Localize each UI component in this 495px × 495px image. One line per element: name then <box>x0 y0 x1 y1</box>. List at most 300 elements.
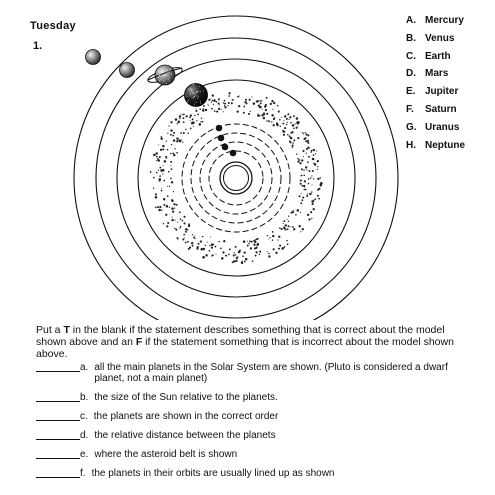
asteroid-dot <box>169 207 170 208</box>
asteroid-dot <box>180 114 181 115</box>
asteroid-dot <box>202 236 203 237</box>
asteroid-dot <box>182 220 184 222</box>
planet-texture-dot <box>169 71 170 72</box>
asteroid-dot <box>297 209 300 212</box>
asteroid-dot <box>211 247 213 249</box>
asteroid-dot <box>297 160 299 162</box>
asteroid-dot <box>311 175 312 176</box>
asteroid-dot <box>179 227 180 228</box>
answer-blank[interactable] <box>36 468 80 478</box>
planet-outer-1 <box>86 50 101 65</box>
planet-texture-dot <box>194 104 195 105</box>
asteroid-dot <box>279 245 281 247</box>
planet-texture-dot <box>169 81 170 82</box>
asteroid-dot <box>312 203 314 205</box>
asteroid-dot <box>168 171 170 173</box>
asteroid-dot <box>276 124 277 125</box>
asteroid-dot <box>317 160 319 162</box>
asteroid-dot <box>172 217 173 218</box>
asteroid-dot <box>299 225 301 227</box>
asteroid-dot <box>268 253 270 255</box>
asteroid-dot <box>311 191 312 192</box>
asteroid-dot <box>308 156 310 158</box>
asteroid-dot <box>162 173 163 174</box>
asteroid-dot <box>162 145 164 147</box>
asteroid-dot <box>297 126 298 127</box>
asteroid-dot <box>155 193 157 195</box>
asteroid-dot <box>169 186 170 187</box>
asteroid-dot <box>210 236 211 237</box>
asteroid-dot <box>233 255 235 257</box>
asteroid-dot <box>313 178 314 179</box>
asteroid-dot <box>192 234 193 235</box>
asteroid-dot <box>245 99 247 101</box>
asteroid-dot <box>239 250 241 252</box>
planet-key-letter: B. <box>406 32 416 44</box>
asteroid-dot <box>175 229 177 231</box>
asteroid-dot <box>188 225 190 227</box>
asteroid-dot <box>301 185 303 187</box>
asteroid-dot <box>305 189 307 191</box>
asteroid-dot <box>243 240 246 243</box>
planet-texture-dot <box>158 70 159 71</box>
asteroid-dot <box>254 247 256 249</box>
asteroid-dot <box>163 204 165 206</box>
asteroid-dot <box>250 247 252 249</box>
asteroid-dot <box>287 113 289 115</box>
asteroid-dot <box>292 124 295 127</box>
asteroid-dot <box>213 99 215 101</box>
asteroid-dot <box>302 196 304 198</box>
asteroid-dot <box>292 142 294 144</box>
asteroid-dot <box>265 104 267 106</box>
asteroid-dot <box>182 141 183 142</box>
asteroid-dot <box>198 243 200 245</box>
asteroid-dot <box>314 163 317 166</box>
asteroid-dot <box>235 260 237 262</box>
asteroid-dot <box>283 220 285 222</box>
statement-text: the planets are shown in the correct order <box>93 411 279 422</box>
answer-blank[interactable] <box>36 430 80 440</box>
planet-texture-dot <box>196 92 197 93</box>
statement-item <box>36 449 466 460</box>
planet-texture-dot <box>188 89 189 90</box>
asteroid-dot <box>156 160 157 161</box>
asteroid-dot <box>170 165 171 166</box>
asteroid-dot <box>305 182 306 183</box>
asteroid-dot <box>220 248 222 250</box>
asteroid-dot <box>183 216 185 218</box>
statement-item <box>36 430 466 441</box>
planet-key-letter: E. <box>406 86 416 98</box>
asteroid-dot <box>289 135 291 137</box>
asteroid-dot <box>252 260 254 262</box>
planet-texture-dot <box>168 79 169 80</box>
asteroid-dot <box>293 116 295 118</box>
statement-item <box>36 392 466 403</box>
planet-key-item <box>406 83 465 101</box>
instructions-text: if the statement something that is incorrect about the model shown above. <box>36 336 454 360</box>
asteroid-dot <box>221 109 222 110</box>
asteroid-dot <box>296 153 297 154</box>
asteroid-dot <box>176 140 178 142</box>
asteroid-dot <box>243 106 245 108</box>
asteroid-dot <box>316 150 317 151</box>
asteroid-dot <box>237 110 239 112</box>
asteroid-dot <box>162 169 165 172</box>
statement-item <box>36 468 466 479</box>
asteroid-dot <box>249 241 251 243</box>
asteroid-dot <box>313 154 315 156</box>
asteroid-dot <box>211 102 212 103</box>
planet-key-letter: H. <box>406 139 416 151</box>
asteroid-dot <box>267 251 268 252</box>
asteroid-dot <box>311 150 313 152</box>
asteroid-dot <box>202 248 205 251</box>
planet-key-item <box>406 137 465 155</box>
asteroid-dot <box>196 120 197 121</box>
sun <box>220 162 252 194</box>
asteroid-dot <box>249 99 251 101</box>
asteroid-dot <box>263 112 265 114</box>
asteroid-dot <box>175 220 176 221</box>
asteroid-dot <box>224 103 226 105</box>
asteroid-dot <box>171 144 172 145</box>
asteroid-dot <box>223 102 224 103</box>
asteroid-dot <box>236 257 238 259</box>
asteroid-dot <box>187 229 189 231</box>
answer-blank[interactable] <box>36 392 80 402</box>
asteroid-dot <box>256 243 259 246</box>
asteroid-dot <box>229 248 231 250</box>
asteroid-dot <box>153 177 155 179</box>
asteroid-dot <box>284 246 286 248</box>
asteroid-dot <box>268 238 269 239</box>
asteroid-dot <box>257 238 259 240</box>
asteroid-dot <box>310 211 312 213</box>
asteroid-dot <box>306 152 307 153</box>
asteroid-dot <box>161 190 163 192</box>
asteroid-dot <box>170 129 172 131</box>
asteroid-dot <box>265 110 266 111</box>
planet-texture-dot <box>197 91 198 92</box>
asteroid-dot <box>270 103 272 105</box>
asteroid-dot <box>176 204 178 206</box>
asteroid-dot <box>190 120 191 121</box>
asteroid-dot <box>310 152 311 153</box>
asteroid-dot <box>157 206 159 208</box>
asteroid-dot <box>283 227 285 229</box>
planet-texture-dot <box>186 96 187 97</box>
asteroid-dot <box>172 135 174 137</box>
asteroid-dot <box>272 239 274 241</box>
asteroid-dot <box>308 178 310 180</box>
planet-texture-dot <box>168 72 169 73</box>
asteroid-dot <box>307 193 308 194</box>
asteroid-dot <box>303 174 305 176</box>
asteroid-dot <box>290 226 291 227</box>
asteroid-dot <box>304 180 306 182</box>
asteroid-dot <box>179 139 181 141</box>
asteroid-dot <box>167 195 169 197</box>
asteroid-dot <box>300 202 302 204</box>
asteroid-dot <box>174 208 175 209</box>
asteroid-dot <box>320 177 321 178</box>
planet-texture-dot <box>196 91 197 92</box>
asteroid-dot <box>197 246 199 248</box>
asteroid-dot <box>155 196 158 199</box>
asteroid-dot <box>257 113 258 114</box>
asteroid-dot <box>256 100 258 102</box>
asteroid-dot <box>166 205 169 208</box>
asteroid-dot <box>166 140 167 141</box>
planet-texture-dot <box>188 100 189 101</box>
asteroid-dot <box>216 111 218 113</box>
asteroid-dot <box>320 184 322 186</box>
asteroid-dot <box>200 121 201 122</box>
planet-texture-dot <box>158 77 159 78</box>
asteroid-dot <box>266 97 268 99</box>
asteroid-dot <box>168 125 169 126</box>
asteroid-dot <box>196 108 197 109</box>
asteroid-dot <box>254 240 257 243</box>
asteroid-dot <box>167 222 169 224</box>
statement-letter: d. <box>80 430 89 441</box>
asteroid-dot <box>156 152 158 154</box>
true-marker: T <box>63 324 70 336</box>
asteroid-dot <box>180 218 182 220</box>
asteroid-dot <box>215 253 216 254</box>
asteroid-dot <box>303 133 304 134</box>
planet-texture-dot <box>200 103 201 104</box>
asteroid-dot <box>170 121 172 123</box>
asteroid-dot <box>192 121 195 124</box>
asteroid-dot <box>288 221 289 222</box>
asteroid-dot <box>312 184 313 185</box>
asteroid-dot <box>158 209 161 212</box>
asteroid-dot <box>175 118 178 121</box>
asteroid-dot <box>185 229 186 230</box>
asteroid-dot <box>192 245 194 247</box>
planet-texture-dot <box>190 88 191 89</box>
asteroid-dot <box>202 256 205 259</box>
planet-texture-dot <box>170 68 171 69</box>
asteroid-dot <box>221 257 224 260</box>
asteroid-dot <box>238 256 239 257</box>
statement-letter: b. <box>80 392 89 403</box>
planet-texture-dot <box>165 75 166 76</box>
asteroid-dot <box>287 225 289 227</box>
asteroid-dot <box>273 118 275 120</box>
asteroid-dot <box>181 139 182 140</box>
asteroid-dot <box>222 251 224 253</box>
planet-texture-dot <box>192 93 193 94</box>
asteroid-dot <box>290 122 292 124</box>
planet-texture-dot <box>160 73 161 74</box>
planet-key-name: Mars <box>425 68 449 80</box>
asteroid-dot <box>272 231 274 233</box>
planet-texture-dot <box>194 96 195 97</box>
planet-texture-dot <box>168 76 169 77</box>
asteroid-dot <box>171 207 174 210</box>
asteroid-dot <box>223 111 224 112</box>
answer-blank[interactable] <box>36 362 80 372</box>
asteroid-dot <box>155 207 157 209</box>
asteroid-dot <box>171 219 173 221</box>
asteroid-dot <box>253 102 256 105</box>
asteroid-dot <box>171 134 172 135</box>
planet-texture-dot <box>166 83 167 84</box>
asteroid-dot <box>281 228 283 230</box>
asteroid-dot <box>173 203 175 205</box>
planet-key-letter: C. <box>406 50 416 62</box>
asteroid-dot <box>232 261 234 263</box>
asteroid-dot <box>260 100 262 102</box>
planet-key-name: Jupiter <box>425 86 459 98</box>
asteroid-dot <box>300 175 301 176</box>
planet-texture-dot <box>165 73 166 74</box>
planet-texture-dot <box>195 95 196 96</box>
instructions-text: in the blank if the statement describes something that is correct about the model shown above and an <box>36 324 445 348</box>
asteroid-dot <box>185 115 187 117</box>
planet-texture-dot <box>194 93 195 94</box>
asteroid-dot <box>165 156 167 158</box>
answer-blank[interactable] <box>36 449 80 459</box>
planet-texture-dot <box>167 72 168 73</box>
planet-key-letter: D. <box>406 68 416 80</box>
asteroid-dot <box>228 92 230 94</box>
asteroid-dot <box>163 198 165 200</box>
answer-blank[interactable] <box>36 411 80 421</box>
asteroid-dot <box>286 224 288 226</box>
asteroid-dot <box>258 104 260 106</box>
asteroid-dot <box>225 255 227 257</box>
asteroid-dot <box>216 101 218 103</box>
asteroid-dot <box>292 211 294 213</box>
asteroid-dot <box>279 126 280 127</box>
planet-texture-dot <box>200 101 201 102</box>
asteroid-dot <box>190 128 192 130</box>
asteroid-dot <box>263 117 265 119</box>
asteroid-dot <box>179 212 180 213</box>
asteroid-dot <box>238 105 240 107</box>
asteroid-dot <box>304 189 305 190</box>
asteroid-dot <box>283 223 284 224</box>
asteroid-dot <box>277 105 279 107</box>
asteroid-dot <box>173 132 175 134</box>
asteroid-dot <box>167 133 168 134</box>
asteroid-dot <box>278 236 280 238</box>
asteroid-dot <box>174 148 175 149</box>
asteroid-dot <box>187 133 189 135</box>
asteroid-dot <box>231 102 233 104</box>
asteroid-dot <box>171 200 173 202</box>
asteroid-dot <box>237 96 239 98</box>
asteroid-dot <box>286 124 288 126</box>
asteroid-dot <box>293 128 295 130</box>
asteroid-dot <box>283 120 284 121</box>
asteroid-dot <box>271 121 272 122</box>
asteroid-dot <box>234 252 235 253</box>
planet-texture-dot <box>159 80 160 81</box>
asteroid-dot <box>255 239 256 240</box>
asteroid-dot <box>207 104 208 105</box>
asteroid-dot <box>224 106 226 108</box>
asteroid-dot <box>268 255 270 257</box>
asteroid-dot <box>271 100 273 102</box>
asteroid-dot <box>260 102 262 104</box>
asteroid-dot <box>192 118 194 120</box>
asteroid-dot <box>290 132 292 134</box>
asteroid-dot <box>153 188 154 189</box>
asteroid-dot <box>246 103 248 105</box>
asteroid-dot <box>158 159 159 160</box>
inner-planet-dot <box>222 144 229 151</box>
asteroid-dot <box>211 108 213 110</box>
asteroid-dot <box>218 98 220 100</box>
asteroid-dot <box>214 110 216 112</box>
planet-key-item <box>406 30 465 48</box>
asteroid-dot <box>159 175 161 177</box>
asteroid-dot <box>179 115 181 117</box>
asteroid-dot <box>163 223 164 224</box>
statement-item <box>36 362 466 384</box>
planet-texture-dot <box>193 98 194 99</box>
asteroid-dot <box>183 121 185 123</box>
asteroid-dot <box>199 123 202 126</box>
asteroid-dot <box>307 146 309 148</box>
asteroid-dot <box>287 243 289 245</box>
asteroid-dot <box>281 117 282 118</box>
planet-texture-dot <box>162 75 163 76</box>
asteroid-dot <box>161 209 162 210</box>
planet-texture-dot <box>163 71 164 72</box>
asteroid-dot <box>208 99 210 101</box>
asteroid-dot <box>156 172 158 174</box>
asteroid-dot <box>171 181 173 183</box>
asteroid-dot <box>304 137 306 139</box>
asteroid-dot <box>307 161 309 163</box>
asteroid-dot <box>232 99 234 101</box>
statement-text: where the asteroid belt is shown <box>94 449 238 460</box>
asteroid-dot <box>239 95 240 96</box>
asteroid-dot <box>257 114 259 116</box>
asteroid-dot <box>177 238 179 240</box>
asteroid-dot <box>244 261 246 263</box>
asteroid-dot <box>177 123 178 124</box>
asteroid-dot <box>228 254 230 256</box>
planet-key-item <box>406 48 465 66</box>
planet-key <box>406 12 465 154</box>
asteroid-dot <box>162 165 163 166</box>
planet-key-name: Venus <box>425 32 455 44</box>
planet-texture-dot <box>166 70 167 71</box>
asteroid-dot <box>297 122 300 125</box>
asteroid-dot <box>303 156 304 157</box>
asteroid-dot <box>318 188 320 190</box>
instructions-text: Put a <box>36 324 64 336</box>
asteroid-dot <box>311 218 312 219</box>
planet-texture-dot <box>166 75 167 76</box>
asteroid-dot <box>286 240 288 242</box>
planet-texture-dot <box>169 78 170 79</box>
asteroid-dot <box>188 248 190 250</box>
asteroid-dot <box>272 109 273 110</box>
planet-texture-dot <box>193 92 194 93</box>
asteroid-dot <box>314 198 316 200</box>
asteroid-dot <box>302 150 304 152</box>
asteroid-dot <box>274 117 275 118</box>
